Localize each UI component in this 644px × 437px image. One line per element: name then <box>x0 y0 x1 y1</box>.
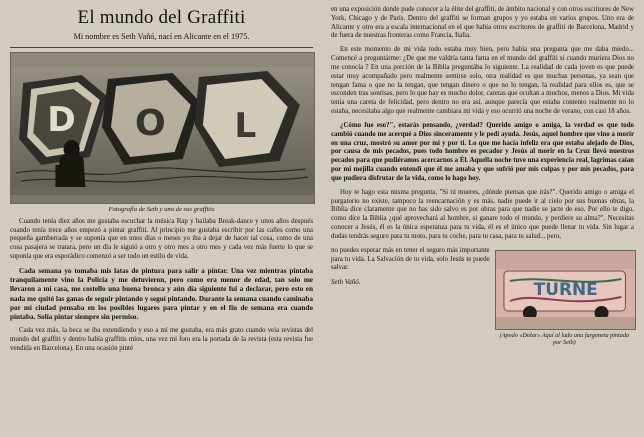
right-paragraph-2: En este momento de mi vida todo estaba muy bien, pero había una pregunta que me daba miedo... Comencé a preguntárme: ¿De que me valdría tanta fama en el mundo del graffiti si cuando muriera Dios no me conocía ? En una porción de la Biblia preguntába lo siguiente. La realidad de cada joven es que puede estar muy acompañado pero realmente sentirse solo, otra realidad es que muchas personas, ya sean que tengan fama o que no la tengan, que tengan dinero o que no lo tengan, la realidad para ellos es, que se esconden tras sonrisas, pero lo que hay es mucho dolor, caretas que ocultan a muchos, menos a Dios. Mi vida tenía una careta de felicidad, pero dentro no era así, aunque parecía que estaba contento realmente no lo estaba, necesitaba algo que realmente cambiara mi vida y eso ocurrió una noche de verano, con casi 18 años. <box>331 46 634 116</box>
svg-text:D: D <box>47 99 76 140</box>
right-paragraph-3: ¿Cómo fue eso?", estarás pensando, ¿verdad? Querido amigo o amiga, la verdad es que todo cambió cuando me acerqué a Dios sinceramente y le pedí ayuda. Jesús, aquel hombre que vino a morir en una cruz, mostró su amor por mí y por ti. Lo que me hacía infeliz era que estaba alejado de Dios, por causa de mis pecados, pues todo hombre es pecador y Jesús al morir en la Cruz llevó nuestros pecados para que pudiéramos acercarnos a Él. Aquella noche tuve una experiencia real, lagrimas caían por mi mejilla cuando entendí que él me amaba y que sufrió por mis culpas y por mis pecados, para que pudiera disfrutar de la vida, como lo hago hoy. <box>331 121 634 182</box>
van-photo-art <box>496 251 635 329</box>
page-title: El mundo del Graffiti <box>77 7 246 28</box>
svg-text:L: L <box>234 105 257 146</box>
graffiti-photo <box>10 52 315 204</box>
two-column-layout <box>10 6 634 433</box>
van-photo-caption: (Apodo «Dolar» Aquí al lado una furgoneta pintada por Seth) <box>499 331 630 347</box>
svg-text:TURNE: TURNE <box>533 278 598 299</box>
graffiti-photo-art <box>11 53 314 203</box>
header-divider <box>10 47 313 48</box>
right-paragraph-5: no puedes esperar más en tener el seguro más importante para tu vida. La Salvación de tu vida, solo Jesús te puede salvar. <box>331 246 490 272</box>
photo-caption: Fotografía de Seth y uno de sus graffitis <box>108 205 215 213</box>
left-paragraph-3: Cada vez más, la beca se iba extendiendo y eso a mí me gustaba, era más grato cuando veía revistas del mundo del graffiti y dentro había graffitis míos, una vez mi foto era la portada de la revista (esta revista fue vendida en Barcelona). En una ocasión pinté <box>10 327 313 352</box>
author-signature: Seth Vañó. <box>331 278 361 287</box>
right-paragraph-1: en una exposición donde pude conocer a la élite del graffiti, de ámbito nacional y con otros escritores de New York, Chicago y de París. Dentro del graffiti se forman grupos y yo estaba en varios grupos. Uno era de Alicante y otro era a escala internacional en el que había otros escritores de graffiti de Barcelona, Madrid y de fuera de nuestras fronteras como Francia, Italia. <box>331 6 634 40</box>
van-photo-block <box>495 247 634 347</box>
left-paragraph-2: Cada semana yo tomaba mis latas de pintura para salir a pintar. Una vez mientras pintaba tranquilamente vino la Policía y me detuvieron, pero como era menor de edad, tan solo me llevaron a mi casa, me costello una buena bronca y aún día siguiente fui a declarar, pero esto en nada me quitó las ganas de seguir pintando y seguí pintando. Durante la semana cuando caminaba por mi ciudad pensaba en los posibles lugares para pintar y en el fin de semana era cuando pintaba. Solía pintar siempre sin permiso. <box>10 266 313 322</box>
svg-text:O: O <box>134 100 166 144</box>
right-paragraph-4: Hoy te hago esta misma pregunta, "Si tú mueres, ¿dónde piensas que irás?". Querido amigo o amiga el purgatorio no existe, tampoco la reencarnación y es más, nadie puede ir al cielo por sus buenas obras, la Biblia dice claramente que no has sido salvo es por obras para que nadie se jacte de eso. Por ello te digo, como dice la Biblia ¿qué aprovechará al hombre, si ganare todo el mundo, y perdiere su alma?". Necesitas conocer a Jesús, él es la única esperanza para tu vida, él es el único que puede llenar tu vida. Sin lugar a dudas tendrás seguro para tu moto, para tu coche, para tu casa, para tu salud... pero, <box>331 188 634 240</box>
right-column <box>329 6 634 433</box>
left-column <box>10 6 315 433</box>
article-subtitle: Mi nombre es Seth Vañó, nací en Alicante en el 1975. <box>73 31 250 41</box>
van-photo <box>495 250 636 330</box>
left-paragraph-1: Cuando tenía diez años me gustaba escuchar la música Rap y bailaba Break-dance y unos años después cuando tenía trece años empezó a pintar graffiti. Al principio me gustaba escribir por las calles como una pequeña gamberrada y se suponía que en unos días o meses yo iba a dejar de hacer tal cosa, como de una cosa pasajera se tratara, pero un día le siguió a otro y otro mes a otro mes y cada vez más fuerte lo que se suponía que era esporádico comenzó a ser todo un estilo de vida. <box>10 217 313 261</box>
